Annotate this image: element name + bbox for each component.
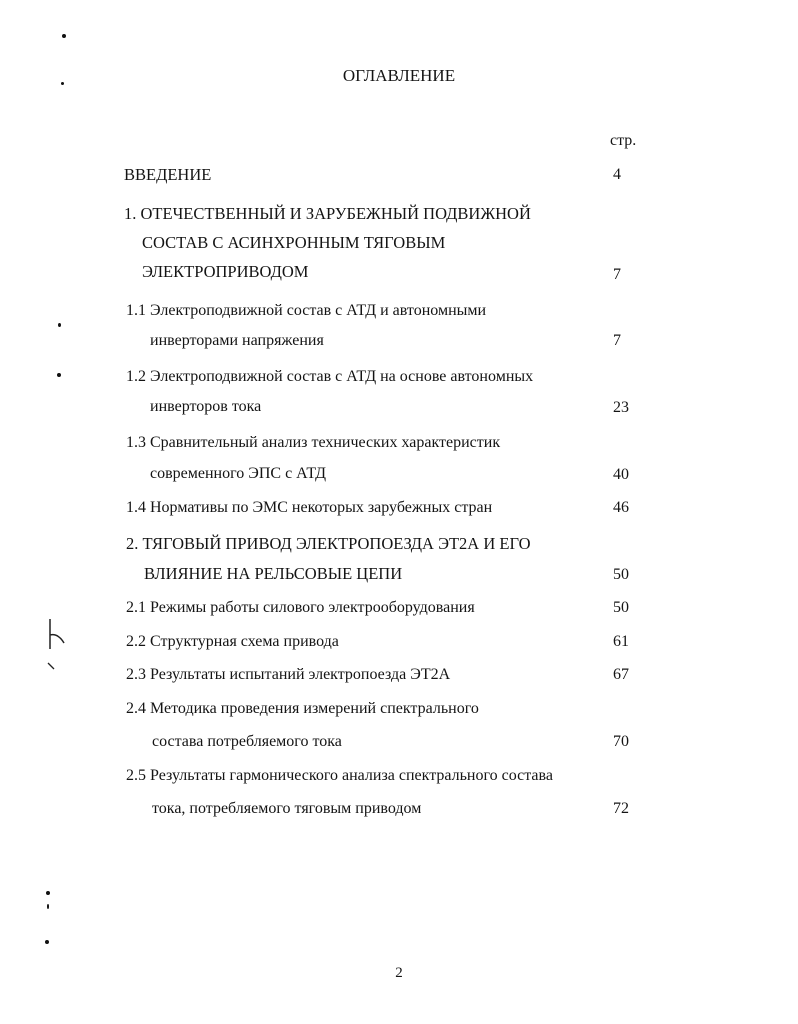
scan-speck — [57, 373, 61, 377]
toc-page-2-3: 67 — [613, 666, 629, 683]
toc-entry-ch1-line3[interactable]: ЭЛЕКТРОПРИВОДОМ — [142, 262, 309, 281]
toc-entry-ch1-line2[interactable]: СОСТАВ С АСИНХРОННЫМ ТЯГОВЫМ — [142, 233, 446, 252]
toc-entry-1-1-line2[interactable]: инверторами напряжения — [150, 332, 324, 349]
scan-speck — [46, 891, 50, 895]
toc-entry-2-4-line2[interactable]: состава потребляемого тока — [152, 733, 342, 750]
toc-page-ch1: 7 — [613, 266, 621, 283]
scan-speck — [58, 323, 61, 327]
toc-entry-2-5-line2[interactable]: тока, потребляемого тяговым приводом — [152, 800, 422, 817]
toc-entry-1-2-line2[interactable]: инверторов тока — [150, 398, 262, 415]
toc-page-1-1: 7 — [613, 332, 621, 349]
scan-speck — [47, 904, 49, 909]
toc-entry-1-2-line1[interactable]: 1.2 Электроподвижной состав с АТД на основе автономных — [126, 368, 534, 385]
toc-entry-1-3-line1[interactable]: 1.3 Сравнительный анализ технических характеристик — [126, 434, 501, 451]
toc-entry-2-2-line1[interactable]: 2.2 Структурная схема привода — [126, 633, 339, 650]
toc-page-ch2: 50 — [613, 566, 629, 583]
toc-entry-2-3-line1[interactable]: 2.3 Результаты испытаний электропоезда ЭТ2А — [126, 666, 451, 683]
toc-page-2-4: 70 — [613, 733, 629, 750]
toc-page-1-3: 40 — [613, 466, 629, 483]
toc-page-2-2: 61 — [613, 633, 629, 650]
toc-page-2-5: 72 — [613, 800, 629, 817]
page-column-label: стр. — [610, 132, 637, 149]
toc-entry-1-1-line1[interactable]: 1.1 Электроподвижной состав с АТД и автономными — [126, 302, 487, 319]
toc-entry-ch1-line1[interactable]: 1. ОТЕЧЕСТВЕННЫЙ И ЗАРУБЕЖНЫЙ ПОДВИЖНОЙ — [124, 204, 531, 223]
toc-entry-ch2-line1[interactable]: 2. ТЯГОВЫЙ ПРИВОД ЭЛЕКТРОПОЕЗДА ЭТ2А И ЕГО — [126, 534, 531, 553]
scan-speck — [45, 940, 49, 944]
toc-entry-2-1-line1[interactable]: 2.1 Режимы работы силового электрооборудования — [126, 599, 475, 616]
toc-entry-2-4-line1[interactable]: 2.4 Методика проведения измерений спектрального — [126, 700, 479, 717]
scan-squiggle — [40, 615, 76, 675]
toc-title: ОГЛАВЛЕНИЕ — [342, 66, 456, 85]
toc-page-intro: 4 — [613, 166, 621, 183]
toc-entry-intro[interactable]: ВВЕДЕНИЕ — [124, 165, 212, 184]
toc-page-1-2: 23 — [613, 399, 629, 416]
toc-page-1-4: 46 — [613, 499, 629, 516]
footer-page-number: 2 — [395, 965, 403, 981]
toc-entry-ch2-line2[interactable]: ВЛИЯНИЕ НА РЕЛЬСОВЫЕ ЦЕПИ — [144, 564, 403, 583]
toc-entry-1-3-line2[interactable]: современного ЭПС с АТД — [150, 465, 326, 482]
scan-speck — [62, 34, 66, 38]
toc-page-2-1: 50 — [613, 599, 629, 616]
toc-entry-1-4-line1[interactable]: 1.4 Нормативы по ЭМС некоторых зарубежных стран — [126, 499, 493, 516]
toc-entry-2-5-line1[interactable]: 2.5 Результаты гармонического анализа спектрального состава — [126, 767, 553, 784]
